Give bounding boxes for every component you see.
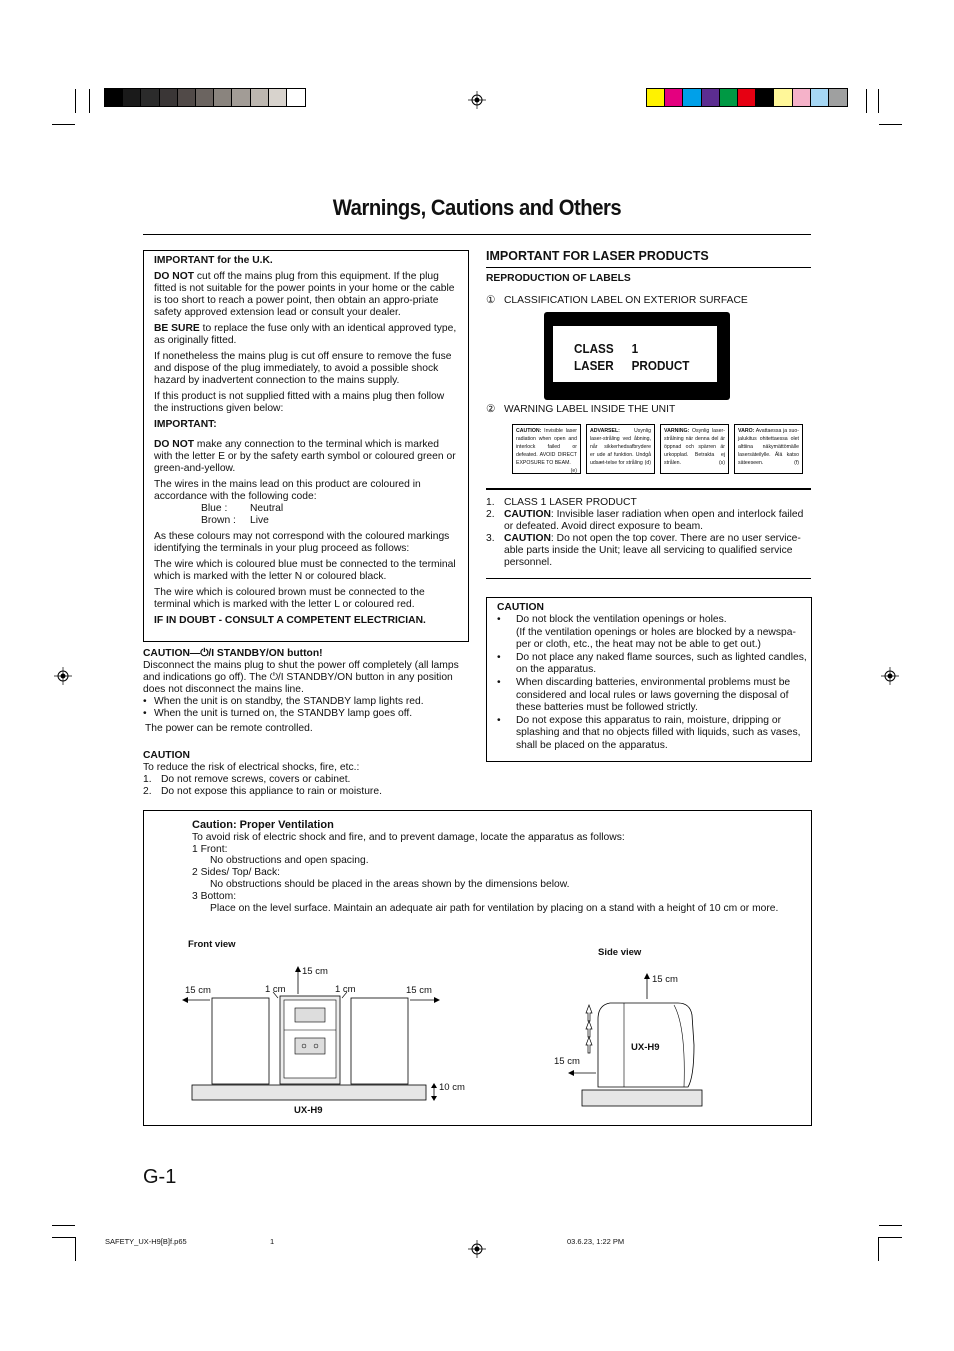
color-swatch [105, 89, 123, 106]
laser-list-text: CLASS 1 LASER PRODUCT [504, 497, 637, 508]
ventilation-i3-text: Place on the level surface. Maintain an adequate air path for ventilation by placing on a stand with a height of 10 cm or more. [210, 902, 779, 914]
label-bold: VARNING: [664, 428, 690, 434]
caution-left-intro: To reduce the risk of electrical shocks, fire, etc.: [143, 762, 360, 773]
color-swatch [774, 89, 792, 106]
ventilation-text [192, 820, 802, 914]
label-bold: CAUTION: [516, 428, 542, 434]
dim-front-right: 15 cm [406, 985, 432, 996]
ventilation-i2: 2 Sides/ Top/ Back: [192, 867, 280, 879]
uk-p2-bold: BE SURE [154, 323, 200, 334]
color-swatch [756, 89, 774, 106]
registration-mark-icon [54, 667, 72, 685]
label-bold: VARO: [738, 428, 755, 434]
caution-left-num: 1. [143, 774, 152, 785]
caution-right-bullet: Do not block the ventilation openings or holes. [516, 614, 727, 625]
ventilation-i1-text: No obstructions and open spacing. [210, 855, 369, 867]
color-swatch [720, 89, 738, 106]
caution-right-heading: CAUTION [497, 602, 544, 613]
ventilation-i3: 3 Bottom: [192, 890, 237, 902]
code-blue-label: Blue : [201, 503, 228, 514]
color-swatch [141, 89, 159, 106]
uk-p4: If this product is not supplied fitted with a mains plug then follow the instructions given below: [154, 391, 445, 414]
label-text: Usynlig laser-stråling ved åbning, når sikkerhedsafbrydere er ude af funktion. Undgå udsæt-telse for stråling [590, 428, 651, 466]
item2-num: ② [486, 404, 496, 415]
page-title: Warnings, Cautions and Others [332, 195, 622, 220]
warning-label-fi [734, 424, 803, 474]
warning-label-sv [660, 424, 729, 474]
ventilation-heading: Caution: Proper Ventilation [192, 819, 334, 831]
caution-left [143, 750, 468, 798]
ventilation-intro: To avoid risk of electric shock and fire, and to prevent damage, locate the apparatus as follows: [192, 831, 625, 843]
standby-p1: Disconnect the mains plug to shut the power off completely (all lamps and indications go off). The ⏻/I STANDBY/ON button in any position does not disconnect the mains line. [143, 660, 459, 695]
dim-side-back: 15 cm [554, 1056, 580, 1067]
uk-p5-bold: DO NOT [154, 439, 195, 450]
color-swatch [196, 89, 214, 106]
color-swatch [214, 89, 232, 106]
uk-p2: to replace the fuse only with an identical approved type, as originally fitted. [154, 323, 457, 346]
label-text: Avattaessa ja suo-jalukitus ohitettaessa olet alttiina näkymättömälle lasersäteilylle. Älä katso säteeseen. [738, 428, 799, 466]
colour-code [154, 503, 460, 527]
standby-heading: CAUTION—⏻/I STANDBY/ON button! [143, 648, 323, 659]
page-number: G-1 [143, 1166, 177, 1188]
uk-p10: IF IN DOUBT - CONSULT A COMPETENT ELECTRICIAN. [154, 615, 426, 626]
uk-p1: cut off the mains plug from this equipment. If the plug fitted is not suitable for the power points in your home or the cable is too short to reach a power point, then obtain an appro-priate safety approved extension lead or consult your dealer. [154, 271, 455, 318]
color-swatch [793, 89, 811, 106]
dim-front-left: 15 cm [185, 985, 211, 996]
uk-p6: The wires in the mains lead on this product are coloured in accordance with the following code: [154, 479, 421, 502]
caution-left-item: Do not remove screws, covers or cabinet. [161, 774, 351, 785]
laser-list-bold: CAUTION [504, 533, 551, 544]
label-code: (e) [570, 468, 577, 474]
laser-list-bold: CAUTION [504, 509, 551, 520]
registration-mark-icon [468, 91, 486, 109]
caution-left-heading: CAUTION [143, 750, 190, 761]
footer-page: 1 [270, 1237, 275, 1246]
dim-front-top: 15 cm [302, 966, 328, 977]
laser-list-num: 2. [486, 509, 495, 520]
label-bold: ADVARSEL: [590, 428, 620, 434]
color-swatch [160, 89, 178, 106]
title-rule [143, 234, 811, 235]
class-text: CLASS [574, 341, 614, 356]
laser-list-num: 3. [486, 533, 495, 544]
caution-right-text [497, 602, 807, 753]
label-code: (f) [794, 460, 799, 466]
dim-side-top: 15 cm [652, 974, 678, 985]
label-text: Invisible laser radiation when open and interlock failed or defeated. AVOID DIRECT EXPOSURE TO BEAM. [516, 428, 577, 466]
model-side-label: UX-H9 [631, 1042, 660, 1053]
side-view-label: Side view [598, 947, 642, 958]
dim-front-1cm-left: 1 cm [265, 984, 286, 995]
label-code: (s) [718, 460, 725, 466]
laser-list-num: 1. [486, 497, 495, 508]
product-text: PRODUCT [631, 358, 690, 373]
standby-bullet: • When the unit is turned on, the STANDBY lamp goes off. [143, 708, 468, 720]
front-view-label: Front view [188, 939, 236, 950]
color-swatch [232, 89, 250, 106]
color-swatch [251, 89, 269, 106]
laser-list-rule [486, 488, 811, 490]
footer-date: 03.6.23, 1:22 PM [567, 1237, 625, 1246]
footer-file: SAFETY_UX-H9[B]f.p65 [105, 1237, 187, 1246]
laser-text: LASER [574, 358, 614, 373]
color-swatch [647, 89, 665, 106]
uk-p5: make any connection to the terminal which is marked with the letter E or by the safety earth symbol or coloured green or green-and-yellow. [154, 439, 456, 474]
laser-list [486, 497, 808, 569]
label-code: (d) [644, 460, 651, 466]
ventilation-i1: 1 Front: [192, 843, 228, 855]
standby-p2: The power can be remote controlled. [145, 723, 313, 734]
uk-p1-bold: DO NOT [154, 271, 195, 282]
color-swatch [178, 89, 196, 106]
class-1-laser-label [544, 312, 730, 400]
code-brown-value: Live [250, 515, 269, 526]
color-swatch [702, 89, 720, 106]
color-swatch [811, 89, 829, 106]
caution-right-bullet: • Do not place any naked flame sources, such as lighted candles, on the apparatus. [497, 652, 807, 677]
uk-p9: The wire which is coloured brown must be connected to the terminal which is marked with the letter L or coloured red. [154, 587, 425, 610]
color-swatch [269, 89, 287, 106]
standby-bullet: • When the unit is on standby, the STANDBY lamp lights red. [143, 696, 468, 708]
ventilation-i2-text: No obstructions should be placed in the areas shown by the dimensions below. [210, 878, 570, 890]
item1-num: ① [486, 295, 496, 306]
caution-left-num: 2. [143, 786, 152, 797]
code-brown-label: Brown : [201, 515, 236, 526]
uk-important: IMPORTANT: [154, 419, 217, 430]
dim-front-bottom: 10 cm [439, 1082, 465, 1093]
color-swatch [665, 89, 683, 106]
registration-mark-icon [468, 1240, 486, 1258]
registration-mark-icon [881, 667, 899, 685]
dim-front-1cm-right: 1 cm [335, 984, 356, 995]
color-swatch [829, 89, 847, 106]
uk-p7: As these colours may not correspond with the coloured markings identifying the terminals in your plug proceed as follows: [154, 531, 450, 554]
caution-left-item: Do not expose this appliance to rain or moisture. [161, 786, 382, 797]
laser-rule [486, 267, 811, 268]
uk-heading: IMPORTANT for the U.K. [154, 255, 273, 266]
caution-right-bullet-sub: (If the ventilation openings or holes are blocked by a newspa-per or cloth, etc., the heat may not be able to get out.) [516, 626, 796, 651]
label-text: Osynlig laser-strålning när denna del är öppnad och spärren är urkopplad. Betrakta ej strålen. [664, 428, 725, 466]
item2-text: WARNING LABEL INSIDE THE UNIT [504, 404, 676, 415]
warning-label-da [586, 424, 655, 474]
standby-caution [143, 648, 468, 735]
model-front-label: UX-H9 [294, 1105, 323, 1116]
uk-p3: If nonetheless the mains plug is cut off ensure to remove the fuse and dispose of the plug immediately, to avoid a possible shock hazard by inadvertent connection to the mains supply. [154, 351, 452, 386]
laser-list-text: : Invisible laser radiation when open and interlock failed or defeated. Avoid direct exposure to beam. [504, 509, 804, 532]
caution-right-bullet: • When discarding batteries, environmental problems must be considered and local rules or laws governing the disposal of these batteries must be followed strictly. [497, 677, 807, 715]
code-blue-value: Neutral [250, 503, 284, 514]
caution-right-bullet: • Do not expose this apparatus to rain, moisture, dripping or splashing and that no objects filled with liquids, such as vases, shall be placed on the apparatus. [497, 715, 807, 753]
item1-text: CLASSIFICATION LABEL ON EXTERIOR SURFACE [504, 295, 748, 306]
side-view-diagram [560, 965, 720, 1115]
warning-label-en [512, 424, 581, 474]
laser-end-rule [486, 578, 811, 579]
laser-subheading: REPRODUCTION OF LABELS [486, 273, 631, 284]
color-swatch [738, 89, 756, 106]
class-number: 1 [631, 341, 639, 356]
laser-heading: IMPORTANT FOR LASER PRODUCTS [486, 249, 709, 263]
color-swatch [287, 89, 305, 106]
uk-notice-text [154, 255, 460, 627]
color-swatch [683, 89, 701, 106]
laser-list-text: : Do not open the top cover. There are no user service-able parts inside the Unit; leave all servicing to qualified service personnel. [504, 533, 801, 568]
uk-p8: The wire which is coloured blue must be connected to the terminal which is marked with the letter N or coloured black. [154, 559, 456, 582]
color-swatch [123, 89, 141, 106]
